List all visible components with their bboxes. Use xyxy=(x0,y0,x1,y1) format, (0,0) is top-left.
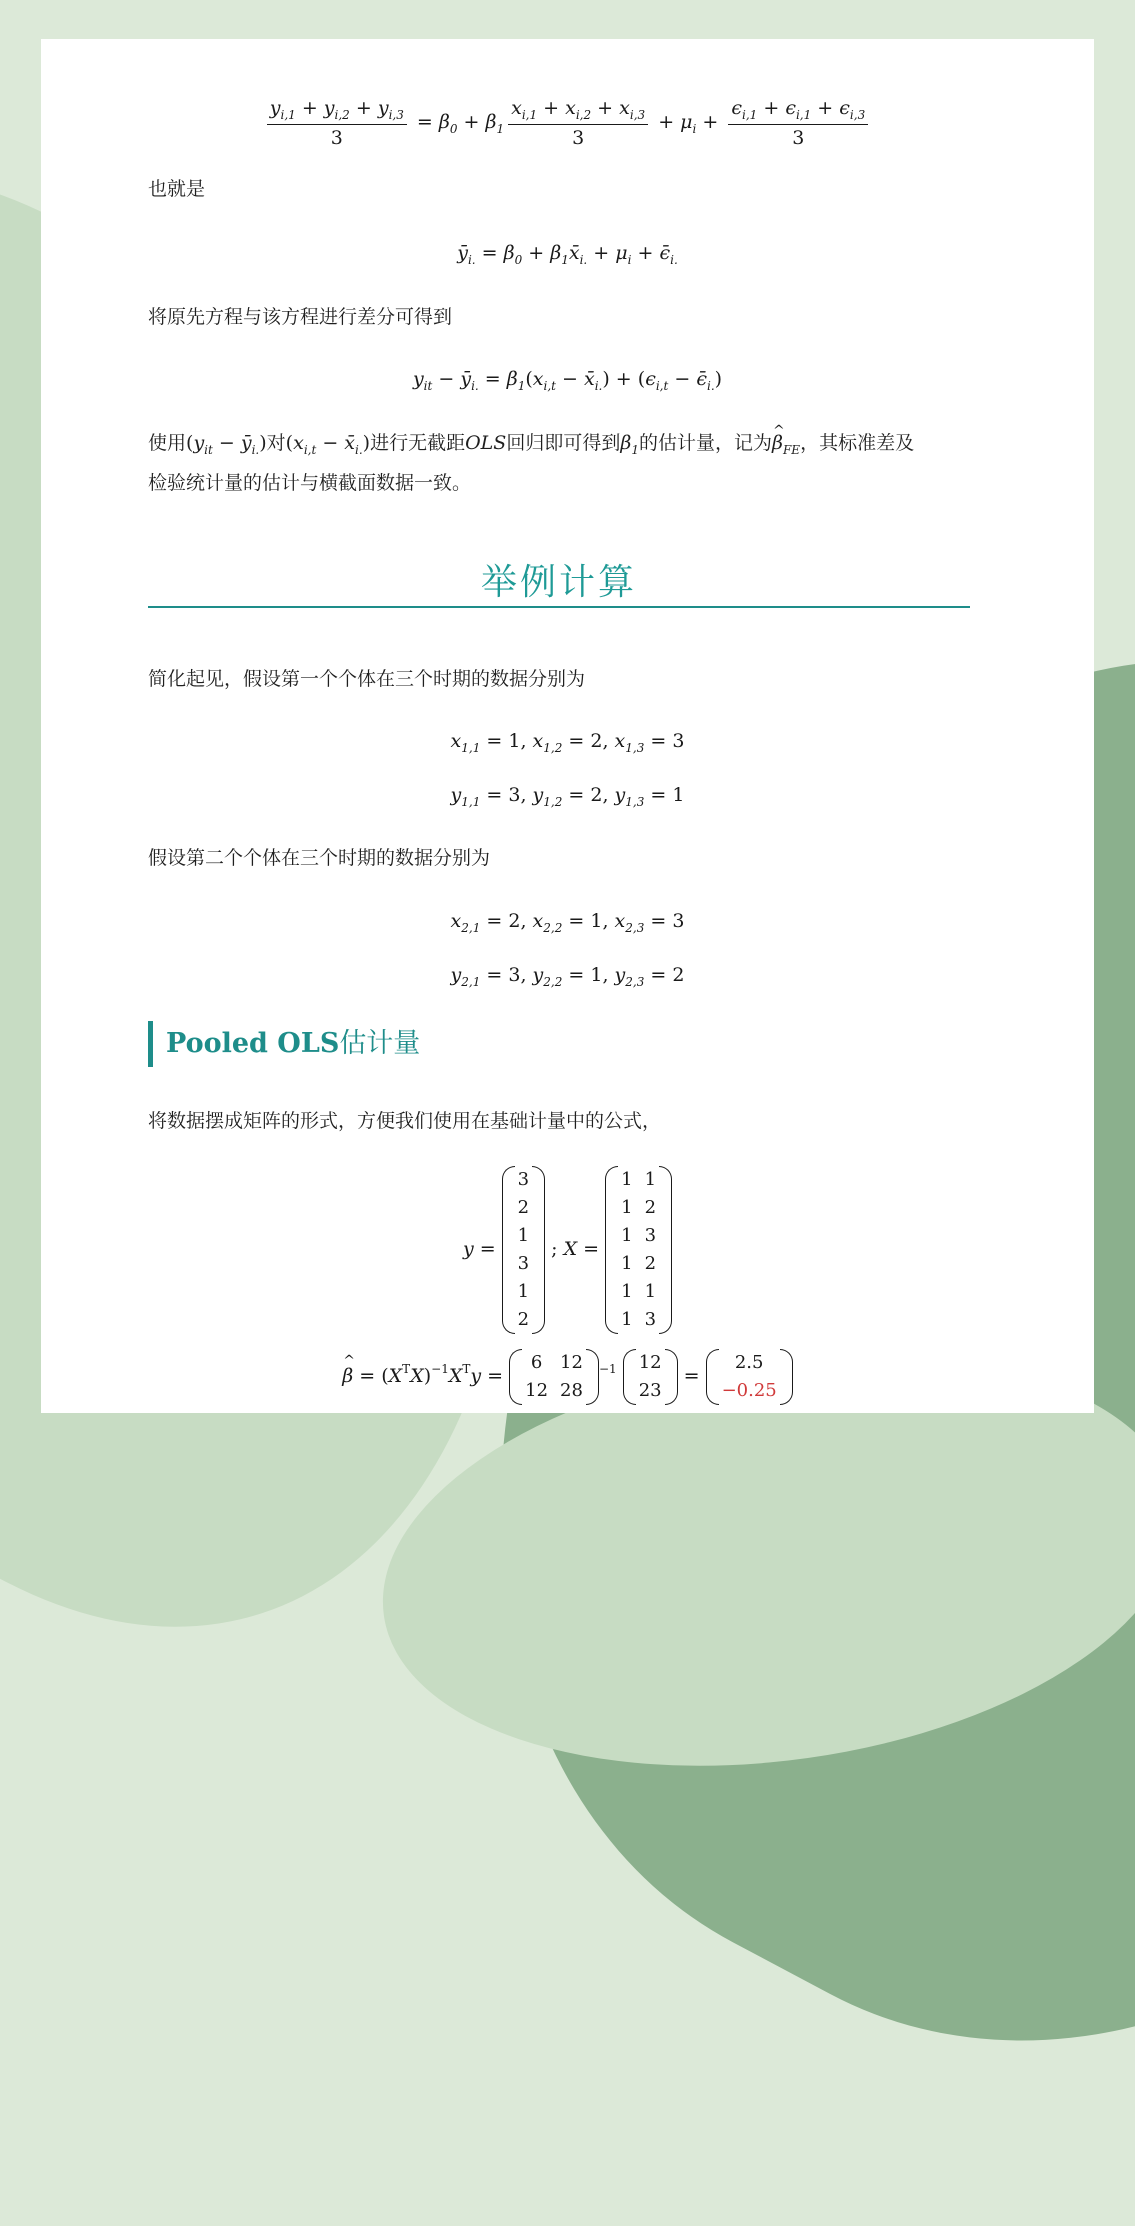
equation-mean: $ȳ_{i.} = \beta_0$ + $\beta_1x̄_{i.} + \mu_i$ + $\epsilon̄_{i.}$ xyxy=(457,242,678,267)
paragraph-fe-estimator: 使用($y_{it}$ − $ȳ_{i.}$)对($x_{i,t}$ − $x̄_{i.}$)进行无截距OLS回归即可得到$\beta_1$的估计量，记为^ $\beta_{FE}$，其标准差及 检验统计量的估计与横截面数据一致。 xyxy=(148,427,970,500)
text-diff-intro: 将原先方程与该方程进行差分可得到 xyxy=(148,306,453,328)
equation-matrices: y = 3 2 1 3 1 2 ; X = 1 1 1 2 1 3 1 2 1 1 1 3 xyxy=(41,1166,1094,1334)
equation-beta-hat: ^ $\beta = (X^TX)^{-1}X^Ty$ = 6 12 12 28 $^{-1}$ 12 23 = 2.5 −0.25 xyxy=(41,1349,1094,1405)
x-matrix: 1 1 1 2 1 3 1 2 1 1 1 3 xyxy=(605,1166,672,1334)
equation-demeaned: $y_{it}$ − $ȳ_{i.} = \beta_1(x_{i,t}$ − $x̄_{i.}) + (\epsilon_{i,t}$ − $\epsilon̄_{i.}$) xyxy=(412,368,723,393)
text-also: 也就是 xyxy=(148,178,206,200)
text-example-intro-1: 简化起见，假设第一个个体在三个时期的数据分别为 xyxy=(148,668,586,690)
y-vector: 3 2 1 3 1 2 xyxy=(502,1166,545,1334)
xtx-matrix: 6 12 12 28 xyxy=(509,1349,599,1405)
equation-average: $\frac{y_{i,1} + y_{i,2} + y_{i,3}}{3}$ = $\beta_0 + \beta_1$ $\frac{x_{i,1} + x_{i,2} + x_{i,3}}{3}$ + $\mu_i$ + $\frac{\epsilon_{i,1} + \epsilon_{i,1} + \epsilon_{i,3}}{3}$ xyxy=(41,97,1094,149)
beta-hat-vector: 2.5 −0.25 xyxy=(706,1349,793,1405)
section-title: 举例计算 xyxy=(480,562,637,603)
text-example-intro-2: 假设第二个个体在三个时期的数据分别为 xyxy=(148,847,491,869)
equation-y2: $y_{2,1} = 3$, $y_{2,2} = 1$, $y_{2,3} = 2$ xyxy=(450,964,685,989)
equation-x1: $x_{1,1} = 1$, $x_{1,2} = 2$, $x_{1,3} = 3$ xyxy=(450,730,685,755)
equation-y1: $y_{1,1} = 3$, $y_{1,2} = 2$, $y_{1,3} = 1$ xyxy=(450,784,685,809)
section-divider xyxy=(148,606,970,608)
xty-vector: 12 23 xyxy=(623,1349,678,1405)
text-matrix-intro: 将数据摆成矩阵的形式，方便我们使用在基础计量中的公式， xyxy=(148,1110,662,1132)
subsection-heading: Pooled OLS估计量 xyxy=(148,1021,420,1067)
document-page xyxy=(41,39,1094,1413)
equation-x2: $x_{2,1} = 2$, $x_{2,2} = 1$, $x_{2,3} = 3$ xyxy=(450,910,685,935)
